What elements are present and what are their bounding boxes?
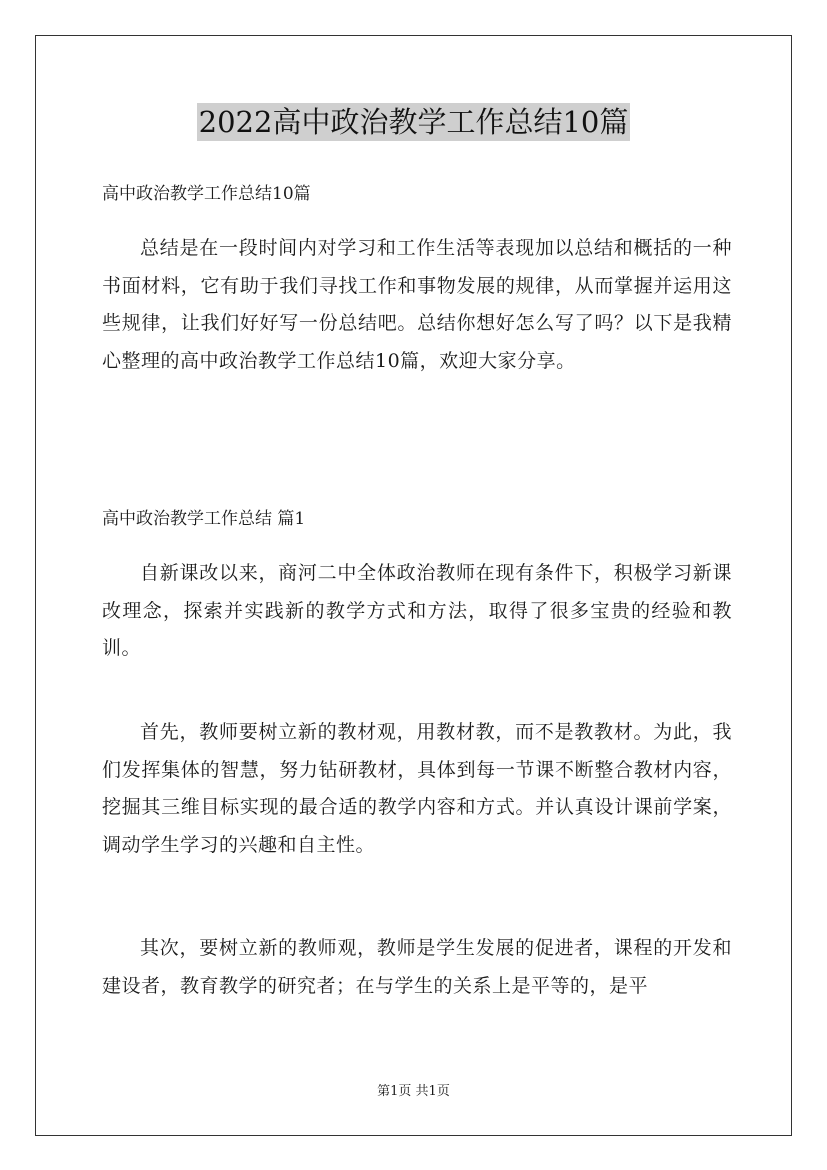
intro-paragraph: 总结是在一段时间内对学习和工作生活等表现加以总结和概括的一种书面材料，它有助于我们寻找工作和事物发展的规律，从而掌握并运用这些规律，让我们好好写一份总结吧。总结你想好怎么写了吗？以下是我精心整理的高中政治教学工作总结10篇，欢迎大家分享。	[102, 237, 732, 372]
body-paragraph-3: 其次，要树立新的教师观，教师是学生发展的促进者，课程的开发和建设者，教育教学的研究者；在与学生的关系上是平等的，是平	[102, 937, 732, 997]
body-paragraph-2: 首先，教师要树立新的教材观，用教材教，而不是教教材。为此，我们发挥集体的智慧，努力钻研教材，具体到每一节课不断整合教材内容，挖掘其三维目标实现的最合适的教学内容和方式。并认真设计课前学案，调动学生学习的兴趣和自主性。	[102, 721, 732, 856]
document-subtitle: 高中政治教学工作总结10篇	[102, 184, 311, 204]
section-heading: 高中政治教学工作总结 篇1	[102, 509, 306, 529]
title-wrap	[0, 103, 827, 141]
page-footer: 第1页 共1页	[377, 1084, 450, 1099]
document-title: 2022高中政治教学工作总结10篇	[198, 105, 629, 139]
body-paragraph-1: 自新课改以来，商河二中全体政治教师在现有条件下，积极学习新课改理念，探索并实践新的教学方式和方法，取得了很多宝贵的经验和教训。	[102, 562, 732, 659]
